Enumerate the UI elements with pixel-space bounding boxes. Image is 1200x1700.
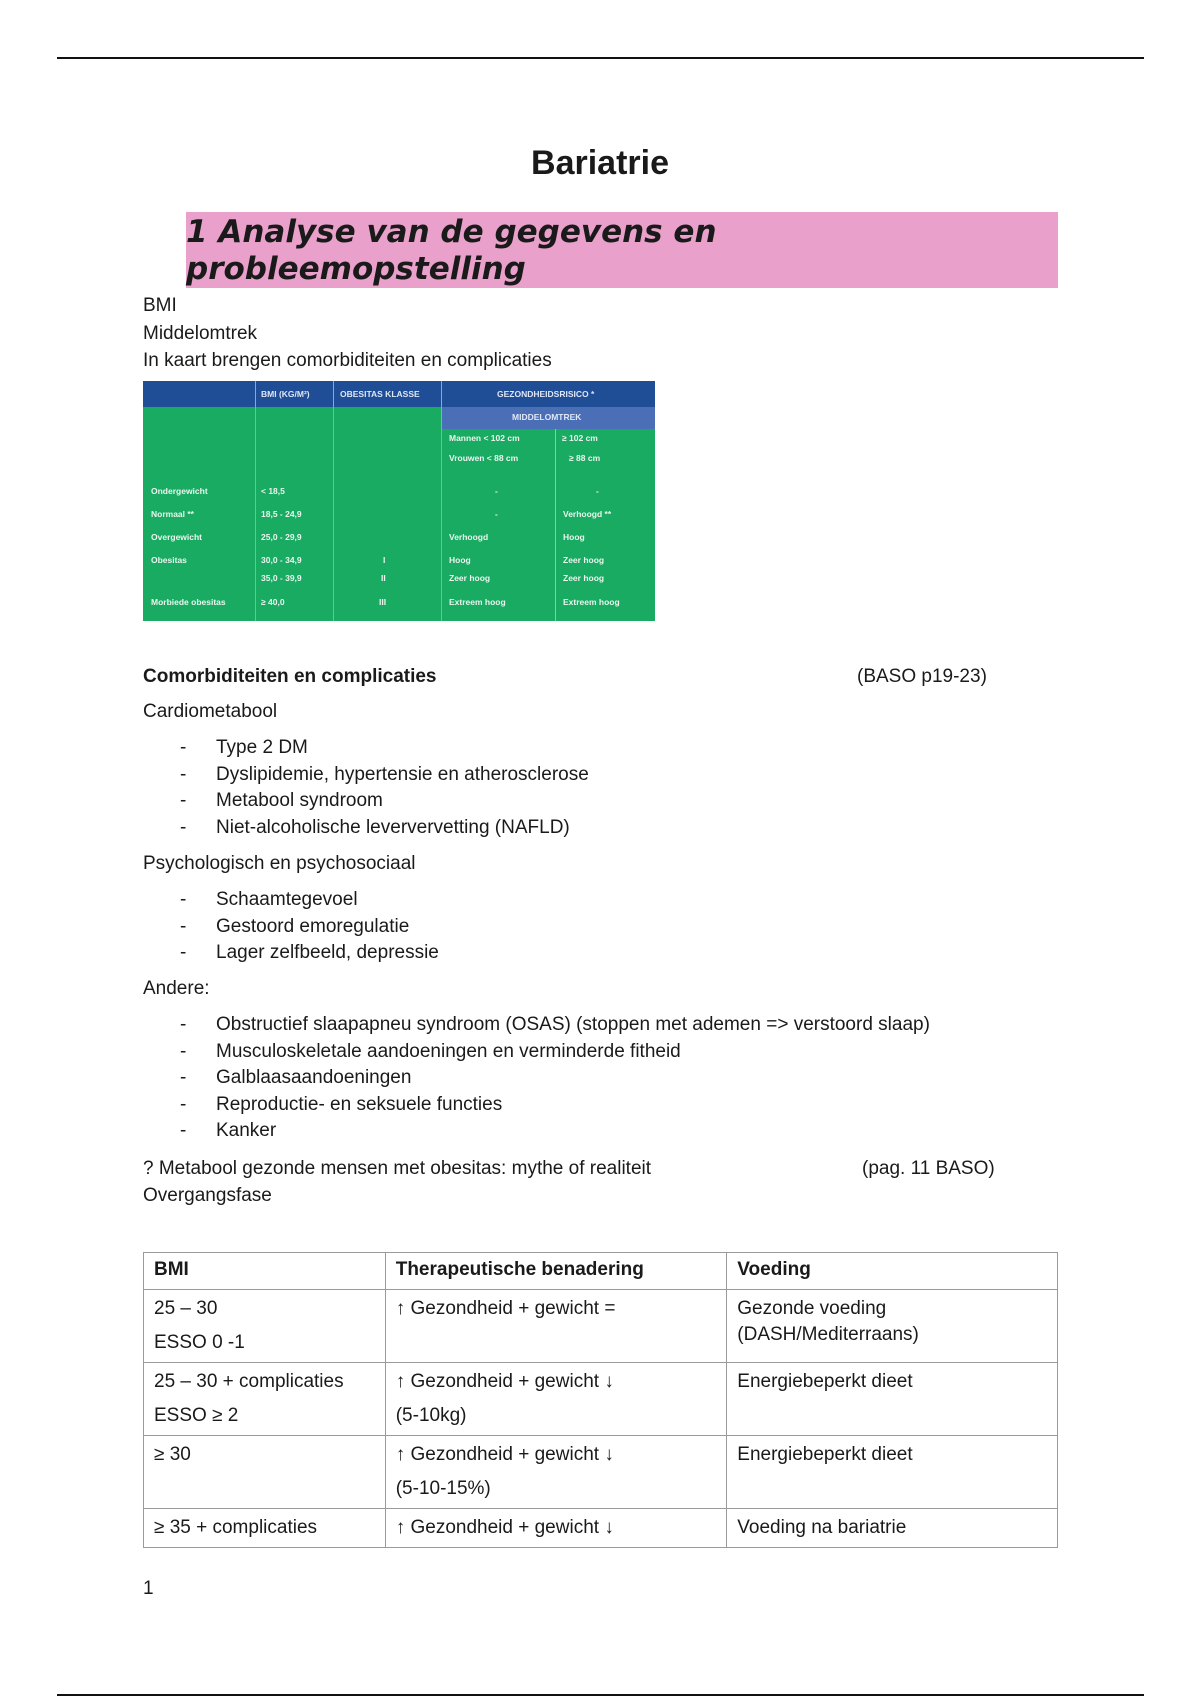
therapy-cell [385, 1363, 727, 1436]
food-cell [727, 1363, 1058, 1436]
dash-bullet: - [180, 1040, 187, 1062]
list-item-text: Niet-alcoholische leververvetting (NAFLD) [216, 816, 570, 838]
section-heading-line-2: probleemopstelling [186, 251, 526, 287]
bmi-figure-row-low: Hoog [449, 555, 471, 565]
bmi-figure-divider [441, 381, 442, 621]
bmi-figure-row-high: Hoog [563, 532, 585, 542]
list-item-text: Dyslipidemie, hypertensie en atherosclerose [216, 763, 589, 785]
comorbidities-heading: Comorbiditeiten en complicaties [143, 666, 437, 687]
list-item [143, 887, 439, 914]
list-item-text: Reproductie- en seksuele functies [216, 1093, 503, 1115]
bmi-figure-divider [255, 381, 256, 621]
cell-line: ESSO 0 -1 [154, 1332, 245, 1353]
table-header-row [144, 1253, 1058, 1290]
list-item [143, 1065, 930, 1092]
bmi-figure-men-low: Mannen < 102 cm [449, 433, 520, 443]
transition-line: Overgangsfase [143, 1185, 272, 1206]
cell-line: 25 – 30 + complicaties [154, 1371, 344, 1392]
page-number: 1 [143, 1578, 154, 1599]
list-item [143, 788, 589, 815]
intro-line-bmi: BMI [143, 295, 177, 316]
cell-line: ESSO ≥ 2 [154, 1405, 239, 1426]
bmi-figure-row-low: Verhoogd [449, 532, 489, 542]
list-item-text: Metabool syndroom [216, 790, 383, 812]
cell-line: 25 – 30 [154, 1298, 218, 1319]
bmi-figure-men-high: ≥ 102 cm [562, 433, 598, 443]
table-row [144, 1290, 1058, 1363]
cell-line: (5-10kg) [395, 1405, 467, 1426]
page-title: Bariatrie [531, 144, 669, 182]
psycho-label: Psychologisch en psychosociaal [143, 853, 416, 874]
bmi-figure-women-high: ≥ 88 cm [569, 453, 601, 463]
section-heading [186, 214, 1046, 288]
cell-line: (5-10-15%) [395, 1478, 491, 1499]
bmi-figure-row-class: I [383, 555, 386, 565]
dash-bullet: - [180, 942, 187, 964]
bmi-cell [144, 1363, 386, 1436]
bmi-figure-women-low: Vrouwen < 88 cm [449, 453, 519, 463]
bmi-figure-row-bmi: 18,5 - 24,9 [261, 509, 302, 519]
list-item [143, 1039, 930, 1066]
bmi-figure-row-bmi: 30,0 - 34,9 [261, 555, 302, 565]
cardio-label: Cardiometabool [143, 701, 278, 722]
list-item-text: Gestoord emoregulatie [216, 915, 410, 937]
bmi-classification-figure [143, 381, 655, 621]
bmi-figure-header-bmi: BMI (KG/M²) [261, 389, 310, 399]
column-header-bmi: BMI [144, 1253, 386, 1290]
list-item [143, 1118, 930, 1145]
dash-bullet: - [180, 915, 187, 937]
list-item [143, 1092, 930, 1119]
list-item-text: Galblaasaandoeningen [216, 1067, 412, 1089]
list-item-text: Schaamtegevoel [216, 889, 358, 910]
bmi-figure-row-low: Zeer hoog [449, 573, 491, 583]
table-row [144, 1363, 1058, 1436]
other-label: Andere: [143, 978, 210, 999]
cell-line: Gezonde voeding [737, 1298, 887, 1319]
list-item-text: Lager zelfbeeld, depressie [216, 942, 439, 964]
table-row [144, 1509, 1058, 1548]
cell-line: Energiebeperkt dieet [737, 1371, 913, 1392]
cell-line: Voeding na bariatrie [737, 1517, 907, 1538]
question-line: ? Metabool gezonde mensen met obesitas: mythe of realiteit [143, 1158, 652, 1179]
bmi-figure-row-low: - [495, 486, 498, 496]
list-item-text: Musculoskeletale aandoeningen en verminderde fitheid [216, 1040, 681, 1062]
bmi-figure-row-bmi: 35,0 - 39,9 [261, 573, 302, 583]
section-heading-line-1: 1 Analyse van de gegevens en [186, 214, 717, 250]
list-item [143, 914, 439, 941]
bmi-cell [144, 1436, 386, 1509]
bmi-figure-row-class: III [379, 597, 387, 607]
bmi-figure-header-risk: GEZONDHEIDSRISICO * [497, 389, 595, 399]
bmi-figure-row-bmi: < 18,5 [261, 486, 285, 496]
bmi-figure-header-class: OBESITAS KLASSE [340, 389, 420, 399]
cell-line: (DASH/Mediterraans) [737, 1324, 919, 1345]
list-item [143, 762, 589, 789]
bmi-figure-row-high: Verhoogd ** [563, 509, 612, 519]
intro-line-waist: Middelomtrek [143, 323, 258, 344]
bmi-figure-row-bmi: ≥ 40,0 [261, 597, 285, 607]
cell-line: ↑ Gezondheid + gewicht ↓ [395, 1517, 614, 1538]
dash-bullet: - [180, 1067, 187, 1089]
food-cell [727, 1436, 1058, 1509]
cell-line: ≥ 35 + complicaties [154, 1517, 318, 1538]
bmi-figure-divider [333, 381, 334, 621]
cell-line: ↑ Gezondheid + gewicht ↓ [395, 1371, 614, 1392]
dash-bullet: - [180, 790, 187, 812]
list-item [143, 735, 589, 762]
bmi-cell [144, 1290, 386, 1363]
list-item [143, 815, 589, 842]
list-item-text: Obstructief slaapapneu syndroom (OSAS) (stoppen met ademen => verstoord slaap) [216, 1014, 930, 1035]
food-cell [727, 1509, 1058, 1548]
list-item-text: Type 2 DM [216, 737, 308, 758]
bmi-figure-row-class: II [381, 573, 386, 583]
question-reference: (pag. 11 BASO) [862, 1158, 995, 1179]
dash-bullet: - [180, 1014, 187, 1035]
therapy-table [143, 1252, 1058, 1548]
intro-line-comorbidities: In kaart brengen comorbiditeiten en complicaties [143, 350, 552, 371]
dash-bullet: - [180, 1093, 187, 1115]
list-item [143, 1012, 930, 1039]
other-list [143, 1012, 930, 1145]
bmi-figure-row-high: - [596, 486, 599, 496]
psycho-list [143, 887, 439, 967]
bmi-figure-row-label: Ondergewicht [151, 486, 208, 496]
dash-bullet: - [180, 1120, 187, 1142]
dash-bullet: - [180, 763, 187, 785]
bmi-figure-row-low: Extreem hoog [449, 597, 506, 607]
bmi-figure-row-high: Zeer hoog [563, 573, 605, 583]
column-header-therapy: Therapeutische benadering [385, 1253, 727, 1290]
dash-bullet: - [180, 889, 187, 910]
cell-line: ≥ 30 [154, 1444, 191, 1465]
cardio-list [143, 735, 589, 841]
bottom-rule [57, 1694, 1144, 1696]
therapy-cell [385, 1509, 727, 1548]
cell-line: Energiebeperkt dieet [737, 1444, 913, 1465]
bmi-figure-row-high: Extreem hoog [563, 597, 620, 607]
dash-bullet: - [180, 816, 187, 838]
bmi-figure-row-label: Morbiede obesitas [151, 597, 226, 607]
column-header-food: Voeding [727, 1253, 1058, 1290]
bmi-figure-divider [555, 429, 556, 621]
bmi-figure-row-label: Normaal ** [151, 509, 194, 519]
bmi-figure-row-bmi: 25,0 - 29,9 [261, 532, 302, 542]
bmi-figure-row-label: Overgewicht [151, 532, 203, 542]
list-item [143, 940, 439, 967]
bmi-figure-header-waist: MIDDELOMTREK [512, 412, 582, 422]
dash-bullet: - [180, 737, 187, 758]
top-rule [57, 57, 1144, 59]
comorbidities-reference: (BASO p19-23) [857, 666, 987, 687]
bmi-figure-row-high: Zeer hoog [563, 555, 605, 565]
table-row [144, 1436, 1058, 1509]
therapy-cell [385, 1436, 727, 1509]
food-cell [727, 1290, 1058, 1363]
bmi-cell [144, 1509, 386, 1548]
cell-line: ↑ Gezondheid + gewicht ↓ [395, 1444, 614, 1465]
cell-line: ↑ Gezondheid + gewicht = [395, 1298, 616, 1319]
therapy-cell [385, 1290, 727, 1363]
list-item-text: Kanker [216, 1120, 277, 1142]
bmi-figure-row-low: - [495, 509, 498, 519]
bmi-figure-row-label: Obesitas [151, 555, 187, 565]
